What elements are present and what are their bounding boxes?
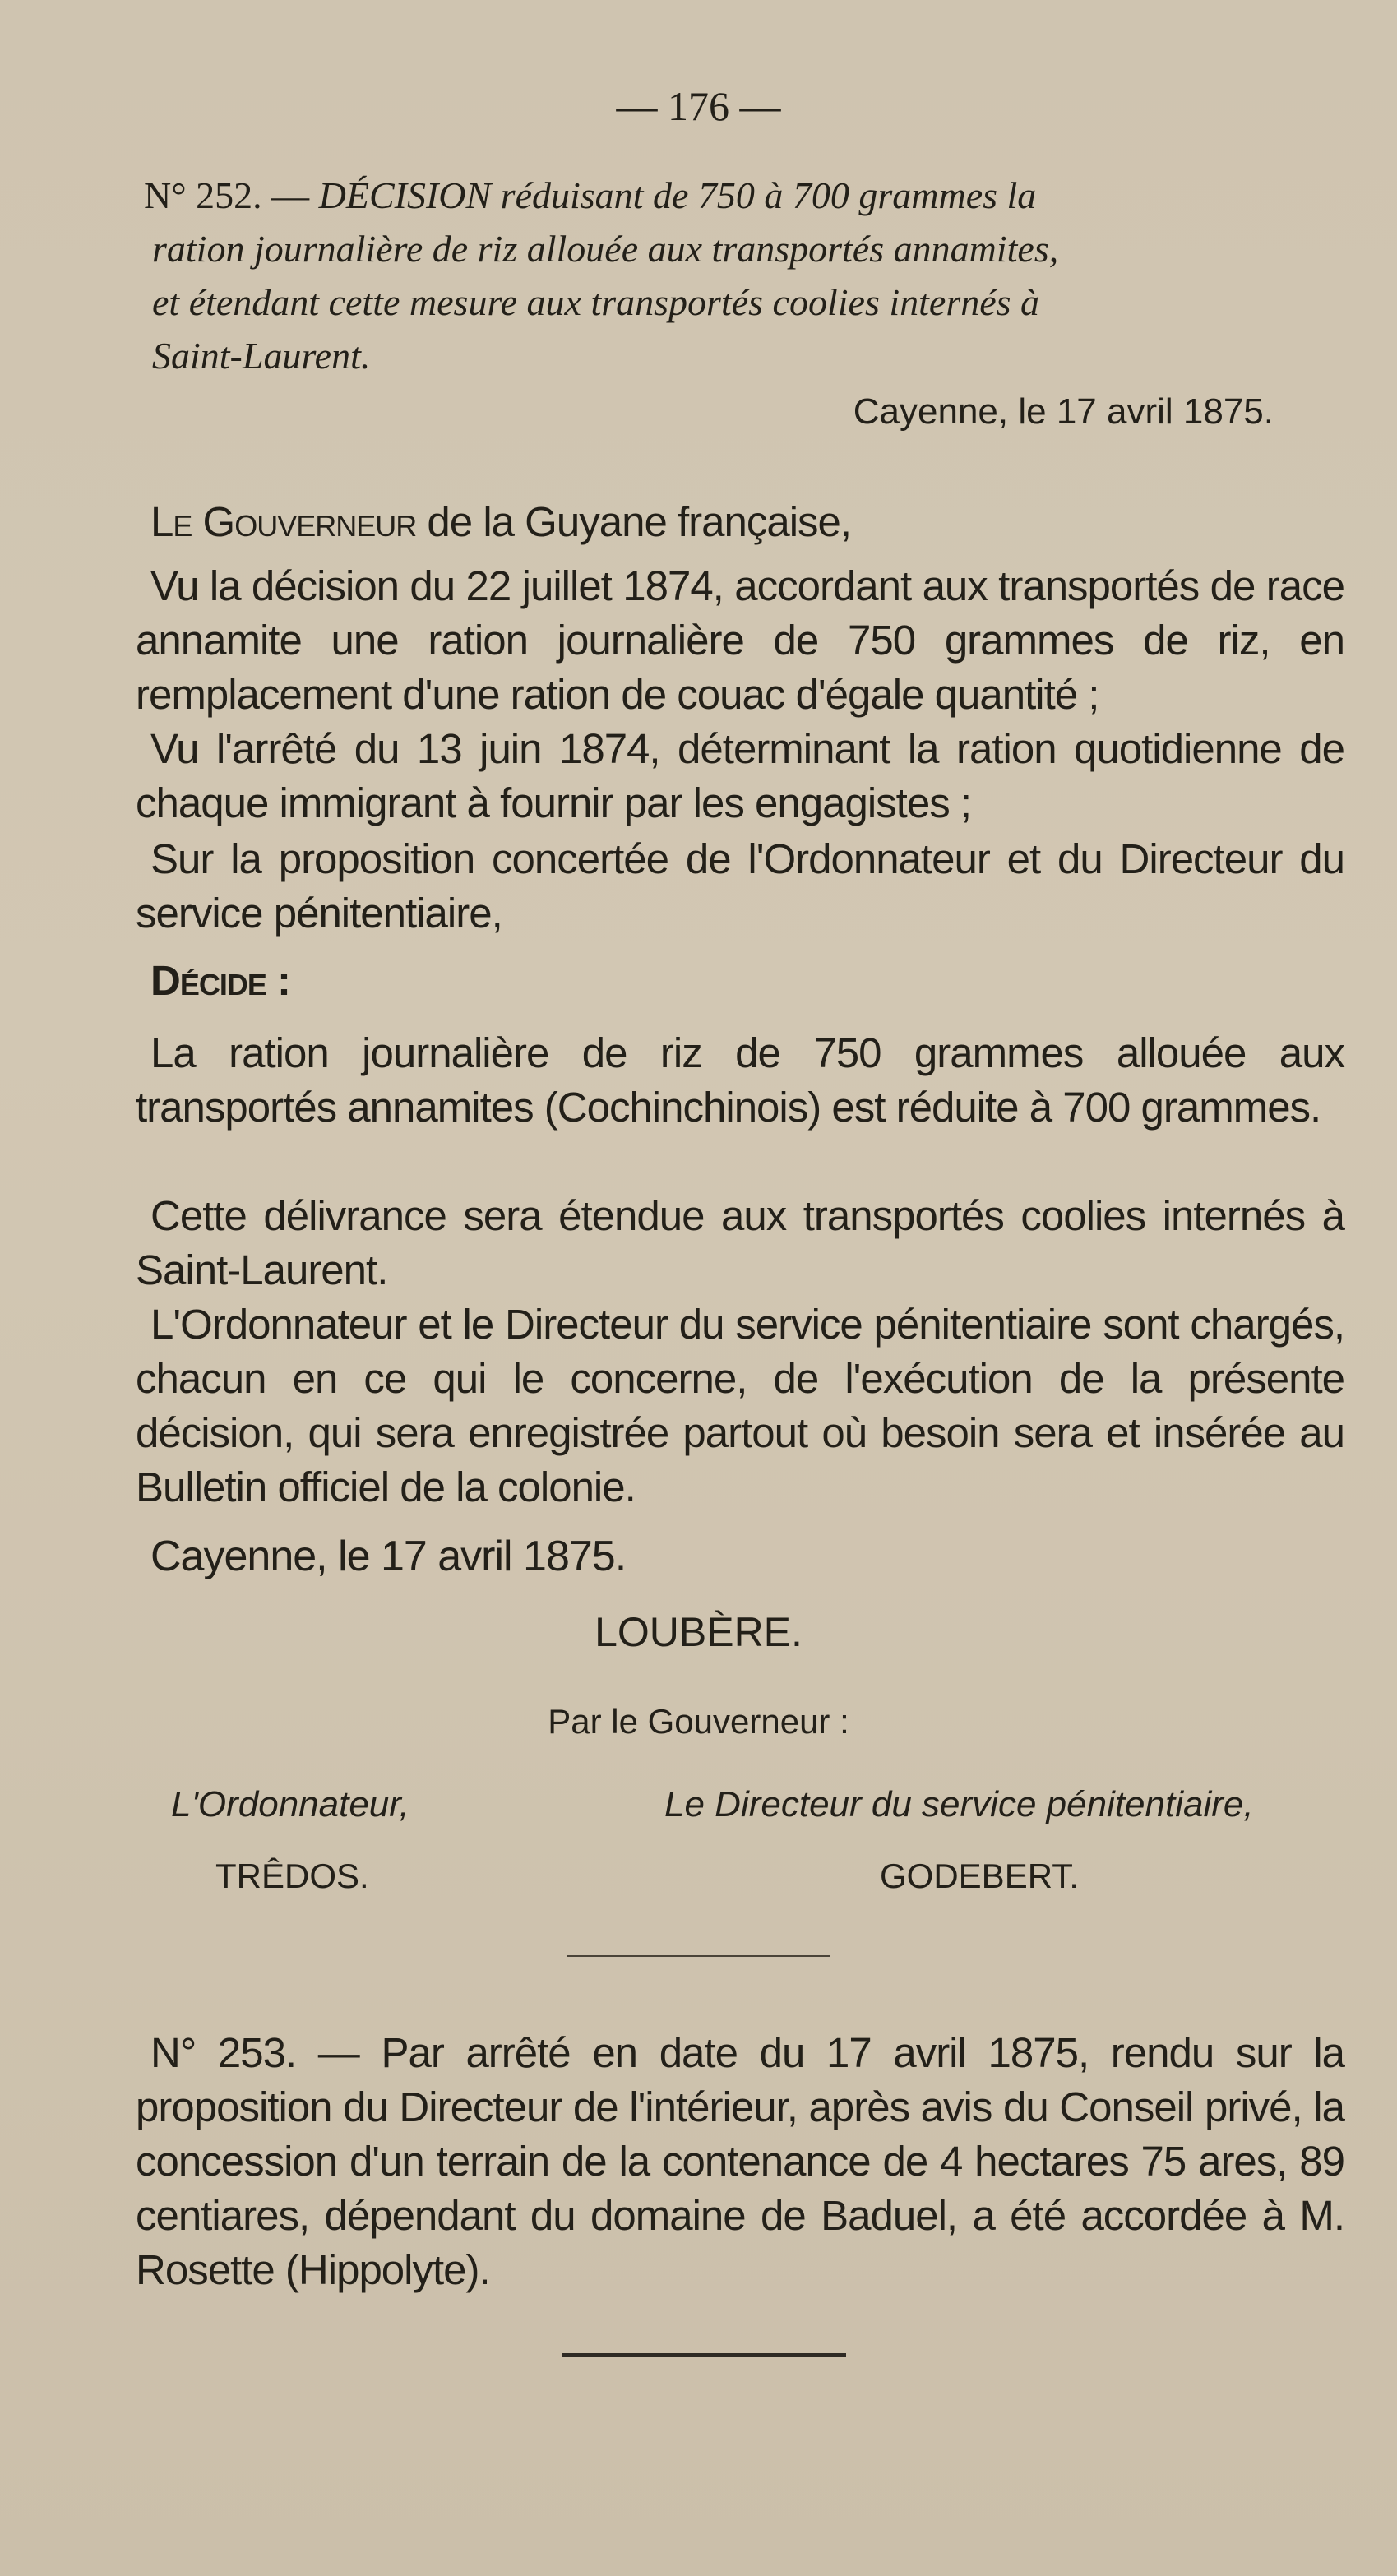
opening-smallcaps: Le Gouverneur	[150, 498, 417, 545]
decision-252-title-line-3: et étendant cette mesure aux transportés coolies internés à	[152, 281, 1040, 323]
decision-252-heading	[144, 169, 1344, 382]
opening-rest: de la Guyane française,	[427, 498, 852, 545]
article-3: L'Ordonnateur et le Directeur du service pénitentiaire sont chargés, chacun en ce qui le concerne, de l'exécution de la présente décision, qui sera enregistrée partout où besoin sera et insérée au Bulletin officiel de la colonie.	[136, 1301, 1344, 1510]
opening-line	[136, 495, 1344, 549]
decision-252-title-line-2: ration journalière de riz allouée aux transportés annamites,	[152, 228, 1059, 270]
decision-252-title-line-4: Saint-Laurent.	[152, 335, 371, 377]
directeur-name: GODEBERT.	[880, 1857, 1079, 1895]
decision-252-number: N° 252. —	[144, 174, 310, 216]
ordonnateur-title: L'Ordonnateur,	[171, 1784, 409, 1824]
section-divider	[567, 1955, 830, 1957]
closing-date: Cayenne, le 17 avril 1875.	[150, 1533, 627, 1580]
governor-signature: LOUBÈRE.	[594, 1609, 803, 1655]
article-2: Cette délivrance sera étendue aux transportés coolies internés à Saint-Laurent.	[136, 1192, 1344, 1293]
decide-heading: Décide :	[150, 957, 291, 1004]
article-1: La ration journalière de riz de 750 grammes allouée aux transportés annamites (Cochinchinois) est réduite à 700 grammes.	[136, 1029, 1344, 1131]
arrete-253-paragraph	[136, 2026, 1344, 2297]
directeur-title: Le Directeur du service pénitentiaire,	[664, 1784, 1254, 1824]
ordonnateur-name: TRÊDOS.	[215, 1857, 369, 1895]
consideration-2: Vu l'arrêté du 13 juin 1874, déterminant la ration quotidienne de chaque immigrant à fournir par les engagistes ;	[136, 725, 1344, 826]
by-governor-label: Par le Gouverneur :	[548, 1702, 849, 1741]
arrete-253-text: — Par arrêté en date du 17 avril 1875, rendu sur la proposition du Directeur de l'intérieur, après avis du Conseil privé, la concession d'un terrain de la contenance de 4 hectares 75 ares, 89 centiares, dépendant du domaine de Baduel, a été accordée à M. Rosette (Hippolyte).	[136, 2029, 1345, 2293]
consideration-1: Vu la décision du 22 juillet 1874, accordant aux transportés de race annamite une ration journalière de 750 grammes de riz, en remplacement d'une ration de couac d'égale quantité ;	[136, 562, 1344, 718]
consideration-3: Sur la proposition concertée de l'Ordonnateur et du Directeur du service pénitentiaire,	[136, 835, 1344, 937]
arrete-253-number: N° 253.	[150, 2029, 297, 2076]
page-number: — 176 —	[616, 83, 781, 129]
decision-252-title-line-1: DÉCISION réduisant de 750 à 700 grammes la	[318, 174, 1037, 216]
decision-252-dateline: Cayenne, le 17 avril 1875.	[853, 391, 1274, 432]
end-divider	[562, 2353, 846, 2357]
